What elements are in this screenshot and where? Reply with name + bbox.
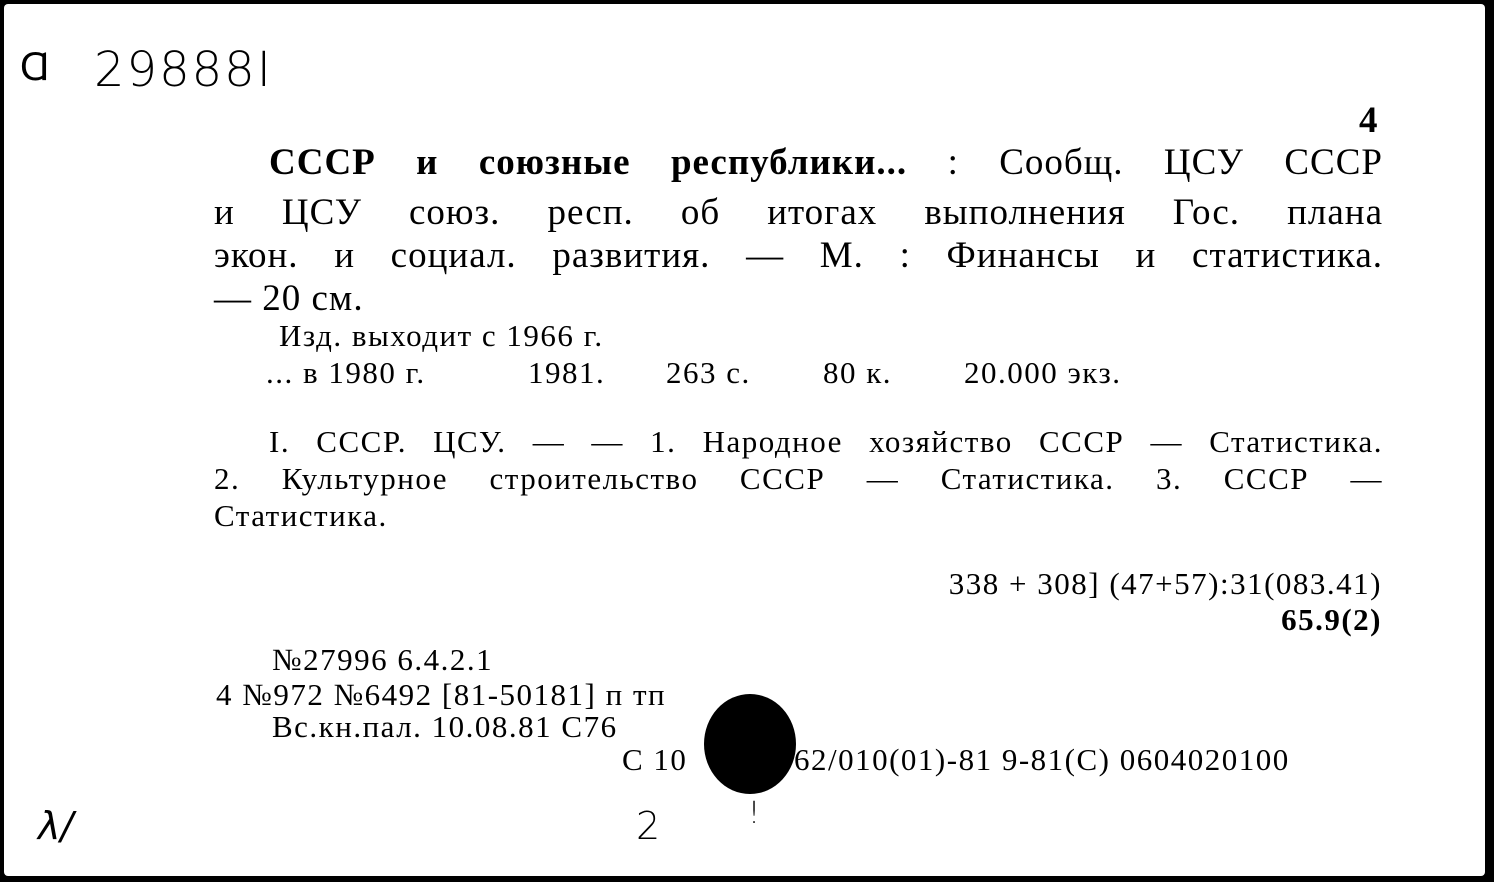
corner-number: 4: [1359, 100, 1379, 141]
code-left: С 10: [622, 742, 688, 777]
title-line: [269, 144, 1383, 181]
catalog-card: [4, 4, 1485, 876]
note-price: 80 к.: [823, 355, 893, 390]
description-line-4: — 20 см.: [214, 278, 364, 319]
handwritten-prefix: Ɑ: [20, 44, 50, 90]
title-rest: : Сообщ. ЦСУ СССР: [907, 142, 1383, 183]
note-line-1: Изд. выходит с 1966 г.: [279, 318, 604, 353]
subjects-line-1: I. СССР. ЦСУ. — — 1. Народное хозяйство СССР — Статистика.: [269, 424, 1383, 459]
handwritten-number: 29888I: [94, 42, 273, 98]
subjects-line-2: 2. Культурное строительство СССР — Статистика. 3. СССР —: [214, 461, 1383, 496]
note-copies: 20.000 экз.: [964, 355, 1122, 390]
handwritten-mark-left: λ/: [38, 804, 74, 848]
reference-line-2: 4 №972 №6492 [81-50181] п тп: [216, 677, 667, 712]
note-year: ... в 1980 г.: [266, 355, 426, 390]
subjects-line-3: Статистика.: [214, 498, 388, 533]
note-pages: 263 с.: [666, 355, 751, 390]
description-line-2: и ЦСУ союз. респ. об итогах выполнения Гос. плана: [214, 192, 1383, 233]
code-right: 62/010(01)-81 9-81(С) 0604020100: [794, 742, 1290, 777]
description-line-3: экон. и социал. развития. — М. : Финансы и статистика.: [214, 235, 1383, 276]
punch-hole: [704, 694, 796, 794]
note-pub-year: 1981.: [528, 355, 606, 390]
note-line-2: [266, 357, 1166, 389]
classification-code: 338 + 308] (47+57):31(083.41): [948, 566, 1382, 601]
handwritten-mark-middle: 2: [636, 804, 661, 848]
reference-line-3: Вс.кн.пал. 10.08.81 С76: [272, 709, 618, 744]
bbk-code: 65.9(2): [1281, 602, 1382, 637]
reference-line-1: №27996 6.4.2.1: [272, 642, 494, 677]
title-bold: СССР и союзные республики...: [269, 142, 908, 183]
handwritten-mark-right: !: [748, 796, 761, 831]
